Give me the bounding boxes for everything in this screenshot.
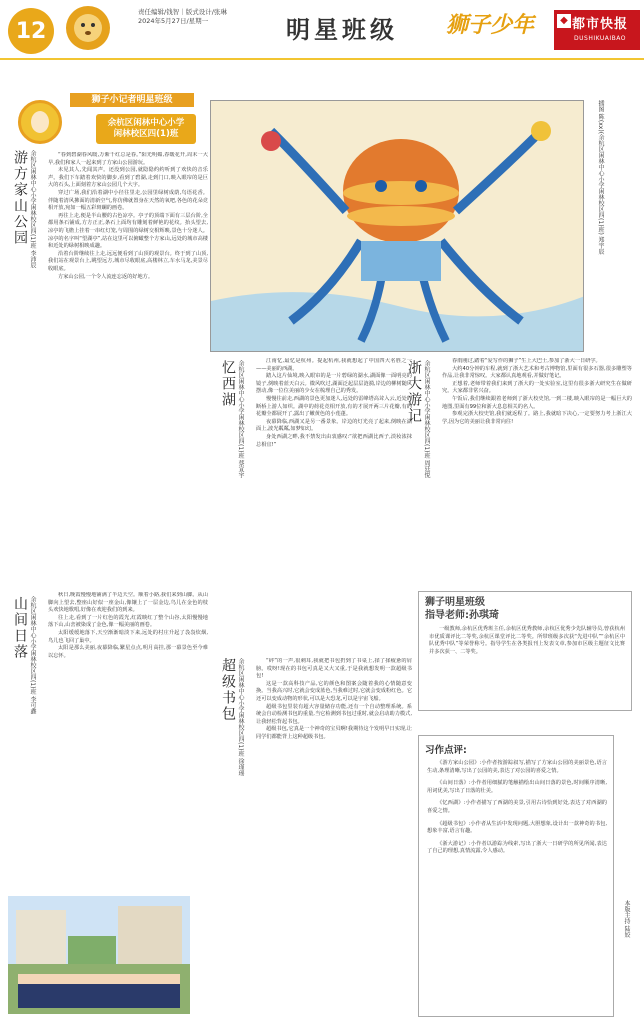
article-title: 忆西湖 (220, 360, 236, 408)
paragraph: 太阳是那么美丽,夜幕降临,繁星点点,明月高挂,那一幕景色至今难以忘怀。 (48, 645, 208, 659)
article-body-5 (442, 358, 632, 584)
article-author: 余杭区闲林中心小学闲林校区四(1)班 李沛辰 (29, 150, 36, 269)
paragraph: 未见其人,先闻其声。还没到公园,就隐隐约约听到了欢快的音乐声。我们下车踏着欢快的脚步,看到了碧湖,走到门口,映入眼帘的是巨大的石头,上面刻着方家山公园几个大字。 (48, 167, 208, 189)
paragraph: 再往上走,便是半山腰的古色凉亭。亭子的顶端下面有三层台阶,全都用条石铺成,方方正正,条石上面均有雕刻着鲜艳的花纹。抬头望去,凉亭的飞檐上挂着一串红灯笼,与周围的绿树交相辉映,景色十分迷人。凉亭的名字叫“望湖亭”,站在这里可以俯瞰整个方家山,远处的城市高楼和近处的绿树相映成趣。 (48, 212, 208, 250)
newspaper-name: 都市快报 (572, 17, 629, 32)
paragraph: 太阳缓缓地落下,天空渐渐暗淡下来,远处的村庄升起了袅袅炊烟,鸟儿也飞回了巢中。 (48, 629, 208, 644)
paragraph: 秋日,晚霞慢慢地铺满了半边天空。顺着小路,我们来到山脚。从山脚向上望去,整座山好似一座金山,像镶上了一层金边,鸟儿在金色的枝头欢快地歌唱,好像在欢迎我们的到来。 (48, 592, 208, 614)
paragraph: “春到碧湖春风暖,万紫千红总是春。”阳光明媚,春暖花开,周末一大早,我们和家人一起来到了方家山公园游玩。 (48, 152, 208, 166)
editor-credit: 责任编辑/钱智｜版式设计/张琳 (138, 8, 227, 16)
comments-title: 习作点评: (425, 745, 467, 756)
logo-mark-icon: ◆ (557, 14, 571, 28)
article-title: 超级书包 (220, 658, 236, 722)
paragraph: 这是一款高科技产品,它的颜色和图案会随着我的心情随意变换。当我高兴时,它就会变成蓝色,当我难过时,它就会变成粉红色。它还可以变成动物的形状,可以是大恐龙,可以是宇宙飞船。 (256, 680, 412, 702)
comment-item: 《忆西湖》:小作者描写了西湖的美景,引用古诗恰到好处,表达了对西湖的喜爱之情。 (427, 800, 607, 814)
article-author: 余杭区闲林中心小学闲林校区四(1)班 周廷悦 (423, 360, 430, 479)
paragraph: 往上走,看到了一片红色的霞光,红霞映红了整个山谷,太阳慢慢地落下山,山峦被染成了金色,像一幅美丽的画卷。 (48, 614, 208, 629)
comments-box (418, 735, 614, 1017)
school-line-2: 闲林校区四(1)班 (113, 129, 179, 139)
drawing-caption: 插图 陈(xx)(余杭区闲林中心小学闲林校区四(1)班) 郑宇辰 (597, 100, 604, 255)
host-signature: 本版主持 陆姣 (623, 900, 630, 938)
comment-item: 《浙大游记》:小作者以游踪为线索,写出了浙大一日研学的所见所闻,表达了自己的理想,真情流露,令人感动。 (427, 840, 607, 855)
paragraph: 沿着台阶继续往上走,远远便看到了山顶的观景台。终于到了山顶,我们站在观景台上,眺望远方,城市尽收眼底,高楼林立,车水马龙,美景尽收眼底。 (48, 250, 208, 272)
teacher-title (425, 596, 499, 622)
medal-icon (18, 100, 62, 144)
paragraph: 大约40分钟的车程,就到了浙大艺术和考古博物馆,里面有很多石器,很多雕塑等作品,让我非常惊叹。大家都认真地观看,并做好笔记。 (442, 365, 632, 380)
paragraph: 正想着,老师带着我们来到了浙大的一处实验室,这里有很多浙大研究生在做研究。大家都非常兴奋。 (442, 380, 632, 395)
paragraph: 江南忆,最忆是杭州。提起杭州,我就想起了中国四大名胜之一——美丽的西湖。 (256, 358, 412, 372)
page-number: 12 (8, 8, 54, 54)
teacher-bio: 一级教师,余杭区优秀班主任,余杭区优秀教师,余杭区优秀少先队辅导员,曾获杭州市优质课评比二等奖,余杭区课堂评比二等奖。所带班级多次获“先进中队”“余杭区中队优秀中队”等荣誉称号。指导学生在各类报刊上发表文章,参加市区级主题征文比赛并多次获一、二等奖。 (429, 626, 625, 655)
article-body-2 (48, 592, 208, 888)
paragraph: 夜幕降临,西湖又是另一番景象。岸边的灯光亮了起来,倒映在湖面上,波光粼粼,如梦如幻。 (256, 418, 412, 433)
paragraph: 春雨刚过,踏着“爱写作的狮子”生上大巴士,参加了浙大一日研学。 (452, 358, 601, 364)
article-author: 余杭区闲林中心小学闲林校区四(1)班 徐瑾瑶 (237, 658, 244, 777)
article-body-3 (256, 358, 412, 650)
school-badge (96, 114, 196, 144)
paragraph: 午饭后,我们继续跟着老师到了浙大校史馆,一到二楼,映入眼帘的是一幅巨大的地图,里面有99位和浙大息息相关的名人。 (442, 395, 632, 410)
paragraph: 穿过广场,我们沿着湖中小径往里走,公园里绿树成荫,鸟语花香。伴随着清风拂面的清新空气,你仿佛就置身在天然的氧吧,各色的花朵竞相开放,宛如一幅五彩斑斓的画卷。 (48, 189, 208, 212)
newspaper-logo (554, 10, 640, 50)
article-title: 山间日落 (12, 596, 28, 660)
article-body-1 (48, 152, 208, 568)
lion-mascot-icon (50, 2, 120, 56)
article-title: 游方家山公园 (12, 150, 28, 246)
header-meta (138, 8, 227, 26)
comment-item: 《超级书包》:小作者从生活中发现问题,大胆想象,设计出一款神奇的书包,想象丰富,语言有趣。 (427, 820, 607, 835)
header-divider (0, 58, 644, 60)
article-title: 浙大游记 (406, 360, 422, 424)
comments-body (427, 760, 607, 861)
brand-title: 狮子少年 (446, 12, 535, 38)
paragraph: 超级书包里装有超大容量储存功能,还有一个自动整理系统。系统会自动检测书包的重量,当它检测到书包过重时,就会启动助力模式,让我轻松背起书包。 (256, 703, 412, 725)
school-line-1: 余杭区闲林中心小学 (107, 118, 185, 128)
badge-title: 狮子小记者明星班级 (70, 93, 194, 107)
paragraph: “砰”的一声,很刺耳,我就把书包扔到了书桌上,揉了揉疲惫的肩膀。哎呀!现在的书包可真是又大又重,于是我就想发明一款超级书包! (256, 658, 412, 680)
comment-item: 《山间日落》:小作者用细腻的笔触描绘出山间日落的景色,时间顺序清晰,用词优美,写出了日落的壮美。 (427, 780, 607, 794)
paragraph: 踏入这片仙境,映入眼帘的是一片碧绿的湖水,湖面像一面明亮的镜子,倒映着蓝天白云。微风吹过,湖面泛起层层涟漪,岸边的柳树随风摆动,像一位位美丽的少女在梳理自己的秀发。 (256, 373, 412, 395)
issue-date: 2024年5月27日/星期一 (138, 17, 209, 25)
newspaper-name-en: DUSHIKUAIBAO (574, 35, 626, 42)
student-drawing (210, 100, 584, 352)
paragraph: 方家山公园,一个令人流连忘返的好地方。 (58, 273, 154, 280)
article-author: 余杭区闲林中心小学闲林校区四(1)班 蔡宣宇 (237, 360, 244, 479)
paragraph: 参观完浙大校史馆,我们就返程了。路上,我就暗下决心,一定要努力考上浙江大学,因为它的美丽让我非常向往! (442, 411, 632, 425)
teacher-box (418, 591, 632, 711)
section-title: 明星班级 (286, 15, 398, 44)
teacher-title-line-1: 狮子明星班级 (425, 597, 485, 608)
article-body-4 (256, 658, 412, 1014)
paragraph: 身处西湖之畔,我不禁发出由衷感叹:“欲把西湖比西子,淡妆浓抹总相宜!” (256, 433, 412, 448)
paragraph: 超级书包,它真是一个神奇的宝贝啊!我期待这个发明早日实现,让同学们都能背上这种超级书包。 (256, 726, 412, 740)
teacher-title-line-2: 指导老师:孙琪琦 (425, 610, 499, 621)
article-author: 余杭区闲林中心小学闲林校区四(1)班 李可鑫 (29, 596, 36, 715)
class-photo (8, 896, 190, 1014)
paragraph: 慢慢往前走,西湖的景色更加迷人,远处的雷峰塔高耸入云,近处的断桥上游人如织。湖中的荷花竞相开放,有的才展开两三片花瓣,有的花瓣全都展开了,露出了嫩黄色的小莲蓬。 (256, 395, 412, 418)
comment-item: 《游方家山公园》:小作者按游踪叙写,描写了方家山公园的美丽景色,语言生动,条理清晰,写出了公园的美,表达了对公园的喜爱之情。 (427, 760, 607, 774)
